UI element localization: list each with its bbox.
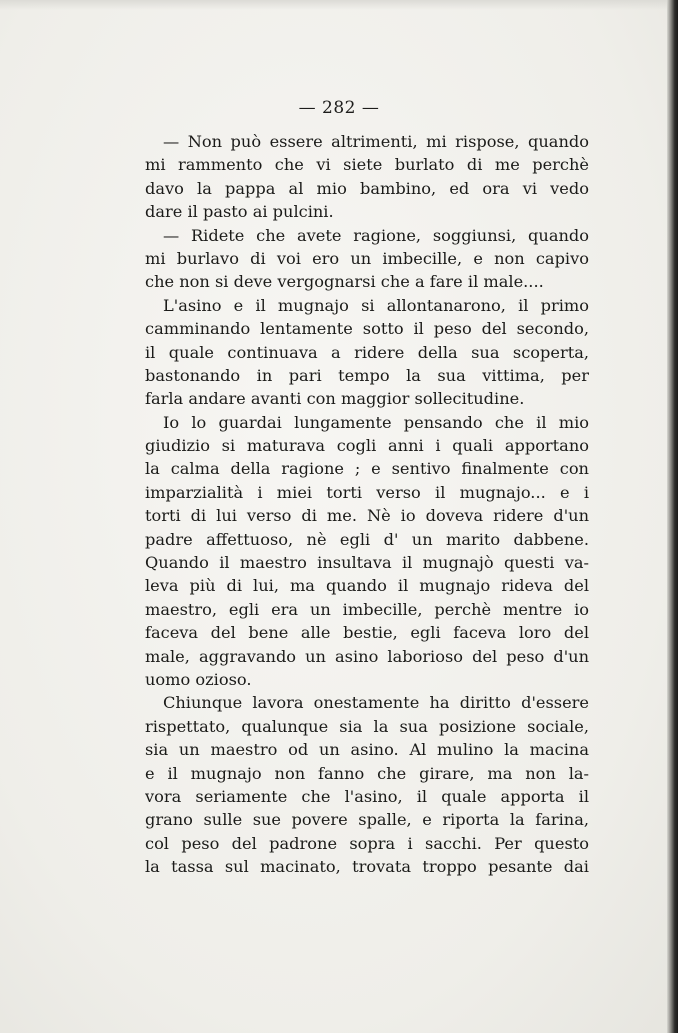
text-line: giudizio si maturava cogli anni i quali apportano [145, 436, 589, 456]
text-line: sia un maestro od un asino. Al mulino la macina [145, 740, 589, 760]
text-line: L'asino e il mugnajo si allontanarono, il primo [163, 295, 589, 315]
page-binding-edge [667, 0, 678, 1033]
text-line: rispettato, qualunque sia la sua posizione sociale, [145, 716, 589, 736]
text-line: male, aggravando un asino laborioso del peso d'un [145, 646, 589, 666]
text-line: che non si deve vergognarsi che a fare il male.... [145, 272, 544, 292]
text-line: dare il pasto ai pulcini. [145, 202, 334, 222]
text-line: faceva del bene alle bestie, egli faceva loro del [145, 623, 589, 643]
text-line: la tassa sul macinato, trovata troppo pesante dai [145, 857, 589, 877]
body-text [145, 130, 589, 879]
text-line: camminando lentamente sotto il peso del secondo, [145, 319, 589, 339]
text-line: farla andare avanti con maggior sollecitudine. [145, 389, 525, 409]
text-line: mi rammento che vi siete burlato di me perchè [145, 155, 589, 175]
text-line: col peso del padrone sopra i sacchi. Per questo [145, 833, 589, 853]
text-line: mi burlavo di voi ero un imbecille, e non capivo [145, 248, 589, 268]
text-line: — Non può essere altrimenti, mi rispose, quando [163, 132, 589, 151]
text-line: torti di lui verso di me. Nè io doveva ridere d'un [145, 506, 589, 526]
text-line: il quale continuava a ridere della sua scoperta, [145, 342, 589, 362]
top-shadow [0, 0, 678, 10]
text-line: Quando il maestro insultava il mugnajò questi va- [145, 553, 589, 573]
text-line: leva più di lui, ma quando il mugnajo rideva del [145, 576, 589, 596]
text-line: vora seriamente che l'asino, il quale apporta il [145, 786, 589, 806]
text-line: Chiunque lavora onestamente ha diritto d'essere [163, 693, 589, 713]
text-line: la calma della ragione ; e sentivo finalmente con [145, 459, 589, 479]
text-line: — Ridete che avete ragione, soggiunsi, quando [163, 225, 589, 245]
text-line: uomo ozioso. [145, 669, 252, 689]
text-line: padre affettuoso, nè egli d' un marito dabbene. [145, 529, 589, 549]
text-line: grano sulle sue povere spalle, e riporta la farina, [145, 810, 589, 830]
text-line: e il mugnajo non fanno che girare, ma non la- [145, 763, 589, 783]
text-line: maestro, egli era un imbecille, perchè mentre io [145, 599, 589, 619]
text-line: davo la pappa al mio bambino, ed ora vi vedo [145, 178, 589, 198]
text-line: imparzialità i miei torti verso il mugnajo... e i [145, 482, 589, 502]
text-line: bastonando in pari tempo la sua vittima, per [145, 365, 589, 385]
page-number: — 282 — [298, 98, 380, 118]
text-line: Io lo guardai lungamente pensando che il mio [163, 412, 589, 432]
